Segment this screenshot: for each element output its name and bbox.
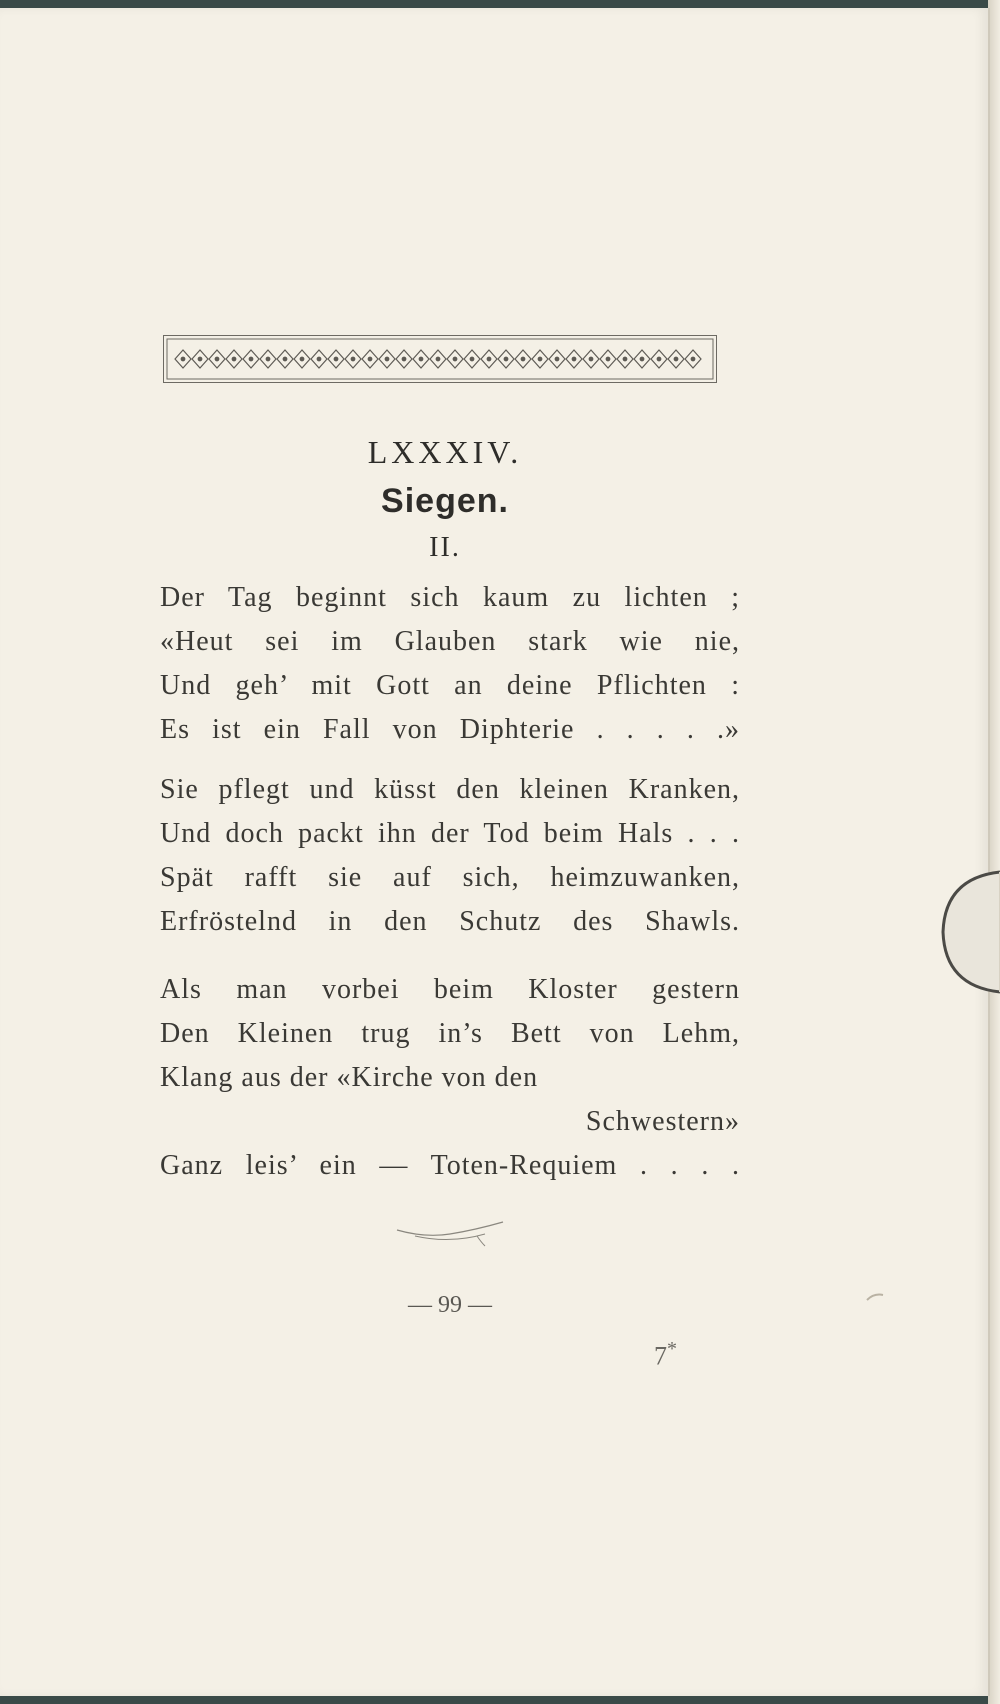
ornament-dot bbox=[419, 357, 423, 361]
ornament-dot bbox=[317, 357, 321, 361]
verse-line: Und doch packt ihn der Tod beim Hals . . . bbox=[160, 818, 740, 849]
verse-line: Und geh’ mit Gott an deine Pflichten : bbox=[160, 670, 740, 701]
ornament-dot bbox=[674, 357, 678, 361]
ornament-dot bbox=[657, 357, 661, 361]
ornament-dot bbox=[368, 357, 372, 361]
ornament-dot bbox=[555, 357, 559, 361]
signature-mark bbox=[654, 1338, 677, 1372]
end-flourish-ornament bbox=[395, 1220, 505, 1248]
ornament-dot bbox=[538, 357, 542, 361]
ornament-dot bbox=[691, 357, 695, 361]
ornament-dot bbox=[436, 357, 440, 361]
ornament-dot bbox=[334, 357, 338, 361]
verse-line: Sie pflegt und küsst den kleinen Kranken, bbox=[160, 774, 740, 805]
signature-number: 7 bbox=[654, 1341, 667, 1371]
verse-line: Als man vorbei beim Kloster gestern bbox=[160, 974, 740, 1005]
book-page bbox=[0, 8, 990, 1696]
ornament-dot bbox=[215, 357, 219, 361]
chapter-numeral: LXXXIV. bbox=[367, 434, 523, 470]
ornament-dot bbox=[181, 357, 185, 361]
ornament-dot bbox=[504, 357, 508, 361]
ornament-dot bbox=[249, 357, 253, 361]
ornament-dot bbox=[266, 357, 270, 361]
ornament-dot bbox=[198, 357, 202, 361]
ornament-dot bbox=[521, 357, 525, 361]
verse-line: Den Kleinen trug in’s Bett von Lehm, bbox=[160, 1018, 740, 1049]
verse-line: Erfröstelnd in den Schutz des Shawls. bbox=[160, 906, 740, 937]
ornament-dot bbox=[385, 357, 389, 361]
ornament-dot bbox=[453, 357, 457, 361]
ornament-dot bbox=[623, 357, 627, 361]
ornament-dot bbox=[606, 357, 610, 361]
ornament-dot bbox=[351, 357, 355, 361]
ornament-dot bbox=[470, 357, 474, 361]
verse-line: Ganz leis’ ein — Toten-Requiem . . . . bbox=[160, 1150, 740, 1181]
ornament-dot bbox=[283, 357, 287, 361]
ornamental-border-band bbox=[163, 335, 717, 383]
verse-line: Der Tag beginnt sich kaum zu lichten ; bbox=[160, 582, 740, 613]
ornament-dot bbox=[232, 357, 236, 361]
verse-line: Spät rafft sie auf sich, heimzuwanken, bbox=[160, 862, 740, 893]
paper-speck bbox=[866, 1292, 884, 1302]
thumb-index-notch bbox=[935, 870, 1000, 994]
ornament-dot bbox=[402, 357, 406, 361]
ornament-dot bbox=[572, 357, 576, 361]
ornament-dot bbox=[589, 357, 593, 361]
ornament-dot bbox=[487, 357, 491, 361]
verse-line: «Heut sei im Glauben stark wie nie, bbox=[160, 626, 740, 657]
verse-line: Klang aus der «Kirche von den bbox=[160, 1062, 539, 1093]
page-number: — 99 — bbox=[408, 1292, 492, 1318]
verse-line: Es ist ein Fall von Diphterie . . . . .» bbox=[160, 714, 740, 745]
verse-line-continuation: Schwestern» bbox=[585, 1106, 740, 1137]
ornament-dot bbox=[640, 357, 644, 361]
poem-title: Siegen. bbox=[381, 482, 509, 520]
ornament-dot bbox=[300, 357, 304, 361]
poem-part-number: II. bbox=[429, 532, 461, 563]
signature-asterisk: * bbox=[667, 1338, 677, 1360]
